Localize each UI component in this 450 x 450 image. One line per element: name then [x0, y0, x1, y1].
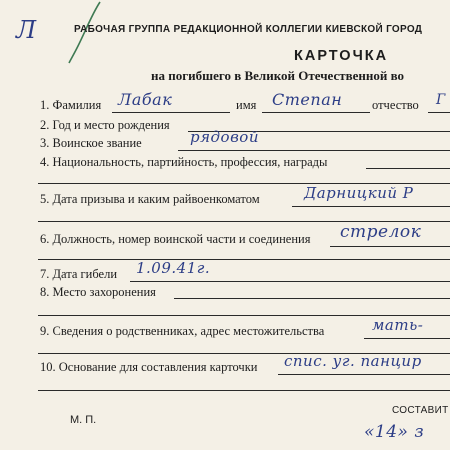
birth-label: 2. Год и место рождения: [40, 118, 170, 132]
basis-label: 10. Основание для составления карточки: [40, 360, 258, 374]
rank-line: [178, 150, 450, 151]
basis-line: [278, 374, 450, 375]
date-value: «14» з: [364, 422, 425, 442]
death-label: 7. Дата гибели: [40, 267, 118, 281]
organization-line: РАБОЧАЯ ГРУППА РЕДАКЦИОННОЙ КОЛЛЕГИИ КИЕВСКОЙ ГОРОД: [74, 24, 423, 35]
draft-line: [292, 206, 450, 207]
compiled-label: СОСТАВИТ: [392, 405, 449, 416]
stamp-label: М. П.: [70, 414, 97, 426]
card-subtitle: на погибшего в Великой Отечественной во: [151, 68, 405, 83]
nationality-label: 4. Национальность, партийность, профессия, награды: [40, 155, 328, 169]
patronymic-value: Г: [436, 92, 446, 108]
unit-line-2: [38, 259, 450, 260]
nationality-line: [366, 168, 450, 169]
surname-line: [112, 112, 230, 113]
name-line: [262, 112, 370, 113]
death-line: [130, 281, 450, 282]
basis-line-2: [38, 390, 450, 391]
surname-label: 1. Фамилия: [40, 98, 102, 112]
surname-value: Лабак: [118, 90, 173, 109]
unit-label: 6. Должность, номер воинской части и соединения: [40, 232, 311, 246]
card-title: КАРТОЧКА: [294, 48, 389, 64]
name-value: Степан: [272, 90, 343, 109]
draft-label: 5. Дата призыва и каким райвоенкоматом: [40, 192, 260, 206]
name-label: имя: [236, 98, 257, 112]
rank-value: рядовой: [190, 128, 259, 146]
patronymic-line: [428, 112, 450, 113]
relatives-value: мать-: [372, 316, 424, 334]
relatives-line: [364, 338, 450, 339]
rank-label: 3. Воинское звание: [40, 136, 142, 150]
death-value: 1.09.41г.: [136, 259, 211, 277]
relatives-label: 9. Сведения о родственниках, адрес местожительства: [40, 324, 325, 338]
burial-line: [174, 298, 450, 299]
unit-value: стрелок: [340, 222, 422, 242]
patronymic-label: отчество: [372, 98, 419, 112]
basis-value: спис. уг. панцир: [284, 352, 422, 370]
unit-line: [330, 246, 450, 247]
draft-value: Дарницкий Р: [304, 184, 414, 202]
corner-mark: Л: [16, 16, 37, 44]
burial-label: 8. Место захоронения: [40, 285, 156, 299]
